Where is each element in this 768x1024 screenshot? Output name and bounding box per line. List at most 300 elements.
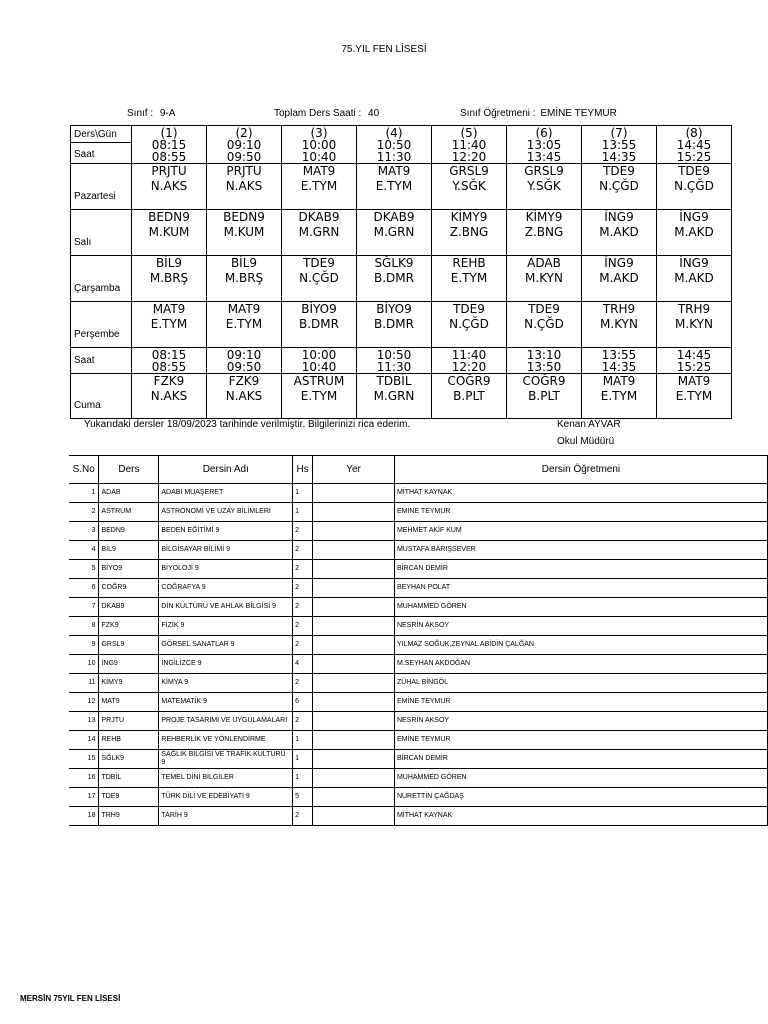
lesson-teacher: Z.BNG [449, 225, 489, 239]
end-time: 11:30 [376, 150, 412, 164]
weekly-hours: 2 [293, 560, 313, 579]
school-title: 75.YIL FEN LİSESİ [341, 44, 427, 55]
saat-label: Saat [71, 348, 132, 374]
lesson-code: SĞLK9 [374, 256, 414, 270]
table-row [69, 807, 768, 826]
start-time: 13:10 [526, 348, 562, 362]
lesson-teacher: M.KYN [525, 271, 563, 285]
day-label: Çarşamba [71, 256, 132, 302]
weekly-hours: 2 [293, 807, 313, 826]
lesson-teacher: N.ÇĞD [299, 271, 339, 285]
start-time: 13:55 [601, 348, 637, 362]
lesson-cell [507, 164, 582, 210]
end-time: 08:55 [151, 150, 187, 164]
table-row [69, 655, 768, 674]
table-row [69, 712, 768, 731]
lesson-code: MAT9 [302, 164, 336, 178]
row-number: 5 [69, 560, 99, 579]
lesson-cell [657, 256, 732, 302]
course-table-header: S.No [69, 456, 99, 484]
lesson-cell [207, 374, 282, 419]
lesson-cell [507, 256, 582, 302]
start-time: 09:10 [226, 138, 262, 152]
course-teacher: EMİNE TEYMUR [394, 731, 767, 750]
period-number: (8) [685, 126, 703, 140]
location [313, 579, 395, 598]
row-number: 16 [69, 769, 99, 788]
period-header [507, 126, 582, 164]
lesson-cell [132, 210, 207, 256]
lesson-teacher: N.ÇĞD [599, 179, 639, 193]
weekly-hours: 2 [293, 579, 313, 598]
lesson-cell [582, 302, 657, 348]
location [313, 807, 395, 826]
total-hours-value: 40 [368, 108, 380, 119]
lesson-cell [282, 210, 357, 256]
lesson-teacher: Z.BNG [524, 225, 564, 239]
period-number: (2) [235, 126, 253, 140]
course-code: BİL9 [99, 541, 159, 560]
row-number: 15 [69, 750, 99, 769]
location [313, 750, 395, 769]
period-header [207, 126, 282, 164]
course-name: BİYOLOJİ 9 [159, 560, 293, 579]
course-code: SĞLK9 [99, 750, 159, 769]
row-number: 6 [69, 579, 99, 598]
time-cell [357, 348, 432, 374]
lesson-cell [432, 164, 507, 210]
class-teacher-info [460, 108, 617, 119]
lesson-code: BİL9 [230, 256, 258, 270]
table-row [69, 484, 768, 503]
start-time: 11:40 [451, 138, 487, 152]
end-time: 15:25 [676, 150, 712, 164]
lesson-code: BİL9 [155, 256, 183, 270]
lesson-cell [282, 256, 357, 302]
course-name: GÖRSEL SANATLAR 9 [159, 636, 293, 655]
lesson-code: ADAB [527, 256, 561, 270]
lesson-cell [432, 374, 507, 419]
lesson-code: ASTRUM [293, 374, 345, 388]
table-row [69, 769, 768, 788]
lesson-code: TDE9 [528, 302, 560, 316]
lesson-teacher: M.BRŞ [224, 271, 264, 285]
table-row [69, 750, 768, 769]
weekly-hours: 6 [293, 693, 313, 712]
lesson-cell [282, 374, 357, 419]
lesson-cell [507, 374, 582, 419]
location [313, 731, 395, 750]
lesson-teacher: E.TYM [225, 317, 263, 331]
class-label: Sınıf : [127, 108, 154, 119]
lesson-teacher: B.PLT [528, 389, 560, 403]
row-number: 4 [69, 541, 99, 560]
location [313, 617, 395, 636]
lesson-teacher: E.TYM [150, 317, 188, 331]
lesson-teacher: M.BRŞ [149, 271, 189, 285]
row-number: 10 [69, 655, 99, 674]
course-teacher: NURETTİN ÇAĞDAŞ [394, 788, 767, 807]
lesson-cell [282, 164, 357, 210]
lesson-code: TRH9 [677, 302, 711, 316]
lesson-code: BİYO9 [301, 302, 337, 316]
lesson-teacher: Y.SĞK [527, 179, 561, 193]
course-table-header: Yer [313, 456, 395, 484]
lesson-code: MAT9 [227, 302, 261, 316]
row-number: 1 [69, 484, 99, 503]
course-teacher: BİRCAN DEMİR [394, 750, 767, 769]
period-header [132, 126, 207, 164]
lesson-teacher: N.AKS [225, 179, 263, 193]
end-time: 08:55 [151, 360, 187, 374]
lesson-code: BEDN9 [223, 210, 265, 224]
lesson-cell [432, 210, 507, 256]
course-teacher: NESRİN AKSOY [394, 617, 767, 636]
period-number: (7) [610, 126, 628, 140]
table-row [69, 560, 768, 579]
end-time: 11:30 [376, 360, 412, 374]
lesson-teacher: N.AKS [225, 389, 263, 403]
location [313, 522, 395, 541]
day-label: Salı [71, 210, 132, 256]
lesson-cell [207, 210, 282, 256]
lesson-teacher: M.AKD [674, 271, 714, 285]
start-time: 14:45 [676, 348, 712, 362]
time-cell [132, 348, 207, 374]
lesson-code: REHB [452, 256, 486, 270]
lesson-code: COĞR9 [522, 374, 566, 388]
table-row [69, 598, 768, 617]
lesson-cell [132, 374, 207, 419]
lesson-teacher: M.KUM [223, 225, 265, 239]
lesson-cell [657, 302, 732, 348]
lesson-code: KİMY9 [525, 210, 563, 224]
start-time: 10:00 [301, 138, 337, 152]
lesson-code: PRJTU [151, 164, 187, 178]
course-code: KİMY9 [99, 674, 159, 693]
row-number: 11 [69, 674, 99, 693]
period-number: (6) [535, 126, 553, 140]
start-time: 13:55 [601, 138, 637, 152]
lesson-teacher: N.AKS [150, 179, 188, 193]
lesson-code: İNG9 [604, 256, 634, 270]
course-name: BİLGİSAYAR BİLİMİ 9 [159, 541, 293, 560]
course-teacher: M.SEYHAN AKDOĞAN [394, 655, 767, 674]
course-code: ASTRUM [99, 503, 159, 522]
lesson-teacher: M.GRN [373, 389, 415, 403]
course-teacher: BEYHAN POLAT [394, 579, 767, 598]
lesson-code: DKAB9 [373, 210, 415, 224]
lesson-cell [207, 164, 282, 210]
lesson-cell [657, 374, 732, 419]
course-teacher: MİTHAT KAYNAK [394, 807, 767, 826]
course-name: TÜRK DİLİ VE EDEBİYATI 9 [159, 788, 293, 807]
weekly-hours: 2 [293, 617, 313, 636]
course-teacher: EMİNE TEYMUR [394, 693, 767, 712]
lesson-cell [357, 164, 432, 210]
course-name: COĞRAFYA 9 [159, 579, 293, 598]
course-teacher: MİTHAT KAYNAK [394, 484, 767, 503]
lesson-cell [582, 210, 657, 256]
course-name: DİN KÜLTÜRÜ VE AHLAK BİLGİSİ 9 [159, 598, 293, 617]
table-row [69, 636, 768, 655]
table-row [69, 617, 768, 636]
location [313, 636, 395, 655]
course-name: FİZİK 9 [159, 617, 293, 636]
lesson-cell [507, 302, 582, 348]
course-name: KİMYA 9 [159, 674, 293, 693]
weekly-hours: 2 [293, 598, 313, 617]
course-code: REHB [99, 731, 159, 750]
class-teacher-label: Sınıf Öğretmeni : [460, 108, 536, 119]
start-time: 10:00 [301, 348, 337, 362]
total-hours-info [274, 108, 379, 119]
lesson-cell [657, 210, 732, 256]
lesson-code: COĞR9 [447, 374, 491, 388]
location [313, 712, 395, 731]
location [313, 484, 395, 503]
lesson-code: İNG9 [679, 256, 709, 270]
course-name: ASTRONOMİ VE UZAY BİLİMLERİ [159, 503, 293, 522]
day-label: Perşembe [71, 302, 132, 348]
corner-label: Ders\Gün [71, 128, 131, 143]
course-name: BEDEN EĞİTİMİ 9 [159, 522, 293, 541]
course-code: FZK9 [99, 617, 159, 636]
course-table-header: Ders [99, 456, 159, 484]
course-teacher: NESRİN AKSOY [394, 712, 767, 731]
weekly-hours: 2 [293, 674, 313, 693]
table-row [69, 674, 768, 693]
course-teacher: YILMAZ SOĞUK,ZEYNAL ABİDİN ÇALĞAN [394, 636, 767, 655]
location [313, 560, 395, 579]
start-time: 08:15 [151, 138, 187, 152]
row-number: 14 [69, 731, 99, 750]
lesson-code: TDBİL [376, 374, 412, 388]
row-number: 17 [69, 788, 99, 807]
lesson-cell [432, 302, 507, 348]
lesson-teacher: E.TYM [300, 389, 338, 403]
time-cell [582, 348, 657, 374]
time-cell [282, 348, 357, 374]
course-code: TDE9 [99, 788, 159, 807]
lesson-code: PRJTU [226, 164, 262, 178]
lesson-teacher: M.AKD [599, 225, 639, 239]
course-code: ADAB [99, 484, 159, 503]
lesson-teacher: N.ÇĞD [524, 317, 564, 331]
course-name: ADABI MUAŞERET [159, 484, 293, 503]
lesson-cell [432, 256, 507, 302]
table-row [69, 579, 768, 598]
course-name: PROJE TASARIMI VE UYGULAMALARI [159, 712, 293, 731]
course-code: DKAB9 [99, 598, 159, 617]
location [313, 598, 395, 617]
lesson-code: BEDN9 [148, 210, 190, 224]
weekly-hours: 2 [293, 522, 313, 541]
period-number: (4) [385, 126, 403, 140]
course-table-header: Hs [293, 456, 313, 484]
course-code: GRSL9 [99, 636, 159, 655]
weekly-hours: 1 [293, 750, 313, 769]
lesson-cell [132, 164, 207, 210]
weekly-hours: 1 [293, 769, 313, 788]
lesson-cell [132, 302, 207, 348]
end-time: 15:25 [676, 360, 712, 374]
table-row [69, 693, 768, 712]
lesson-teacher: N.ÇĞD [449, 317, 489, 331]
course-name: MATEMATİK 9 [159, 693, 293, 712]
start-time: 10:50 [376, 348, 412, 362]
lesson-code: MAT9 [377, 164, 411, 178]
course-code: İNG9 [99, 655, 159, 674]
lesson-code: FZK9 [153, 374, 185, 388]
course-teacher: MEHMET AKİF KUM [394, 522, 767, 541]
lesson-code: TDE9 [678, 164, 710, 178]
lesson-code: İNG9 [679, 210, 709, 224]
lesson-teacher: M.AKD [674, 225, 714, 239]
course-name: İNGİLİZCE 9 [159, 655, 293, 674]
lesson-teacher: E.TYM [300, 179, 338, 193]
end-time: 14:35 [601, 150, 637, 164]
location [313, 503, 395, 522]
course-teacher: MUHAMMED GÖREN [394, 598, 767, 617]
lesson-teacher: N.AKS [150, 389, 188, 403]
end-time: 09:50 [226, 360, 262, 374]
period-number: (1) [160, 126, 178, 140]
course-code: TDBİL [99, 769, 159, 788]
end-time: 13:50 [526, 360, 562, 374]
row-number: 3 [69, 522, 99, 541]
lesson-code: MAT9 [602, 374, 636, 388]
location [313, 655, 395, 674]
end-time: 10:40 [301, 360, 337, 374]
course-name: TEMEL DİNİ BİLGİLER [159, 769, 293, 788]
lesson-cell [357, 210, 432, 256]
class-value: 9-A [159, 108, 176, 119]
course-teacher: ZÜHAL BİNGÖL [394, 674, 767, 693]
course-teacher: BİRCAN DEMİR [394, 560, 767, 579]
lesson-code: TDE9 [603, 164, 635, 178]
course-code: TRH9 [99, 807, 159, 826]
lesson-cell [132, 256, 207, 302]
lesson-code: GRSL9 [524, 164, 564, 178]
course-table [69, 455, 768, 826]
lesson-cell [282, 302, 357, 348]
lesson-cell [207, 256, 282, 302]
location [313, 769, 395, 788]
saat-label: Saat [74, 149, 95, 160]
lesson-cell [582, 256, 657, 302]
lesson-cell [357, 256, 432, 302]
lesson-teacher: N.ÇĞD [674, 179, 714, 193]
lesson-teacher: B.DMR [299, 317, 339, 331]
lesson-code: MAT9 [152, 302, 186, 316]
period-number: (5) [460, 126, 478, 140]
weekly-hours: 2 [293, 712, 313, 731]
lesson-teacher: E.TYM [450, 271, 488, 285]
course-table-header: Dersin Adı [159, 456, 293, 484]
class-teacher-value: EMİNE TEYMUR [540, 108, 617, 119]
lesson-teacher: M.KUM [148, 225, 190, 239]
location [313, 788, 395, 807]
start-time: 08:15 [151, 348, 187, 362]
row-number: 12 [69, 693, 99, 712]
end-time: 12:20 [451, 150, 487, 164]
time-cell [207, 348, 282, 374]
footer-school-name: MERSİN 75YIL FEN LİSESİ [20, 994, 121, 1003]
lesson-code: GRSL9 [449, 164, 489, 178]
lesson-teacher: E.TYM [375, 179, 413, 193]
course-code: PRJTU [99, 712, 159, 731]
table-row [69, 788, 768, 807]
end-time: 09:50 [226, 150, 262, 164]
end-time: 14:35 [601, 360, 637, 374]
lesson-cell [207, 302, 282, 348]
end-time: 10:40 [301, 150, 337, 164]
row-number: 8 [69, 617, 99, 636]
timetable-corner [71, 126, 132, 164]
lesson-cell [507, 210, 582, 256]
lesson-code: İNG9 [604, 210, 634, 224]
location [313, 693, 395, 712]
day-label: Cuma [71, 374, 132, 419]
table-row [69, 522, 768, 541]
lesson-cell [582, 164, 657, 210]
start-time: 11:40 [451, 348, 487, 362]
period-header [657, 126, 732, 164]
weekly-hours: 1 [293, 731, 313, 750]
lesson-teacher: B.PLT [453, 389, 485, 403]
time-cell [432, 348, 507, 374]
period-header [357, 126, 432, 164]
course-teacher: MUHAMMED GÖREN [394, 769, 767, 788]
course-code: COĞR9 [99, 579, 159, 598]
lesson-code: KİMY9 [450, 210, 488, 224]
course-code: BİYO9 [99, 560, 159, 579]
weekly-hours: 4 [293, 655, 313, 674]
course-teacher: EMİNE TEYMUR [394, 503, 767, 522]
lesson-code: BİYO9 [376, 302, 412, 316]
lesson-cell [357, 374, 432, 419]
weekly-hours: 5 [293, 788, 313, 807]
start-time: 14:45 [676, 138, 712, 152]
lesson-code: FZK9 [228, 374, 260, 388]
lesson-cell [657, 164, 732, 210]
lesson-code: MAT9 [677, 374, 711, 388]
weekly-hours: 1 [293, 503, 313, 522]
table-row [69, 503, 768, 522]
start-time: 13:05 [526, 138, 562, 152]
start-time: 09:10 [226, 348, 262, 362]
lesson-teacher: M.KYN [600, 317, 638, 331]
weekly-hours: 1 [293, 484, 313, 503]
weekly-hours: 2 [293, 541, 313, 560]
location [313, 674, 395, 693]
start-time: 10:50 [376, 138, 412, 152]
course-name: REHBERLİK VE YÖNLENDİRME [159, 731, 293, 750]
lesson-cell [357, 302, 432, 348]
lesson-teacher: E.TYM [600, 389, 638, 403]
principal-title: Okul Müdürü [557, 436, 615, 447]
lesson-teacher: M.GRN [373, 225, 415, 239]
lesson-code: DKAB9 [298, 210, 340, 224]
period-header [432, 126, 507, 164]
lesson-teacher: B.DMR [374, 271, 414, 285]
course-table-header: Dersin Öğretmeni [394, 456, 767, 484]
end-time: 12:20 [451, 360, 487, 374]
time-cell [507, 348, 582, 374]
table-row [69, 541, 768, 560]
course-name: TARİH 9 [159, 807, 293, 826]
